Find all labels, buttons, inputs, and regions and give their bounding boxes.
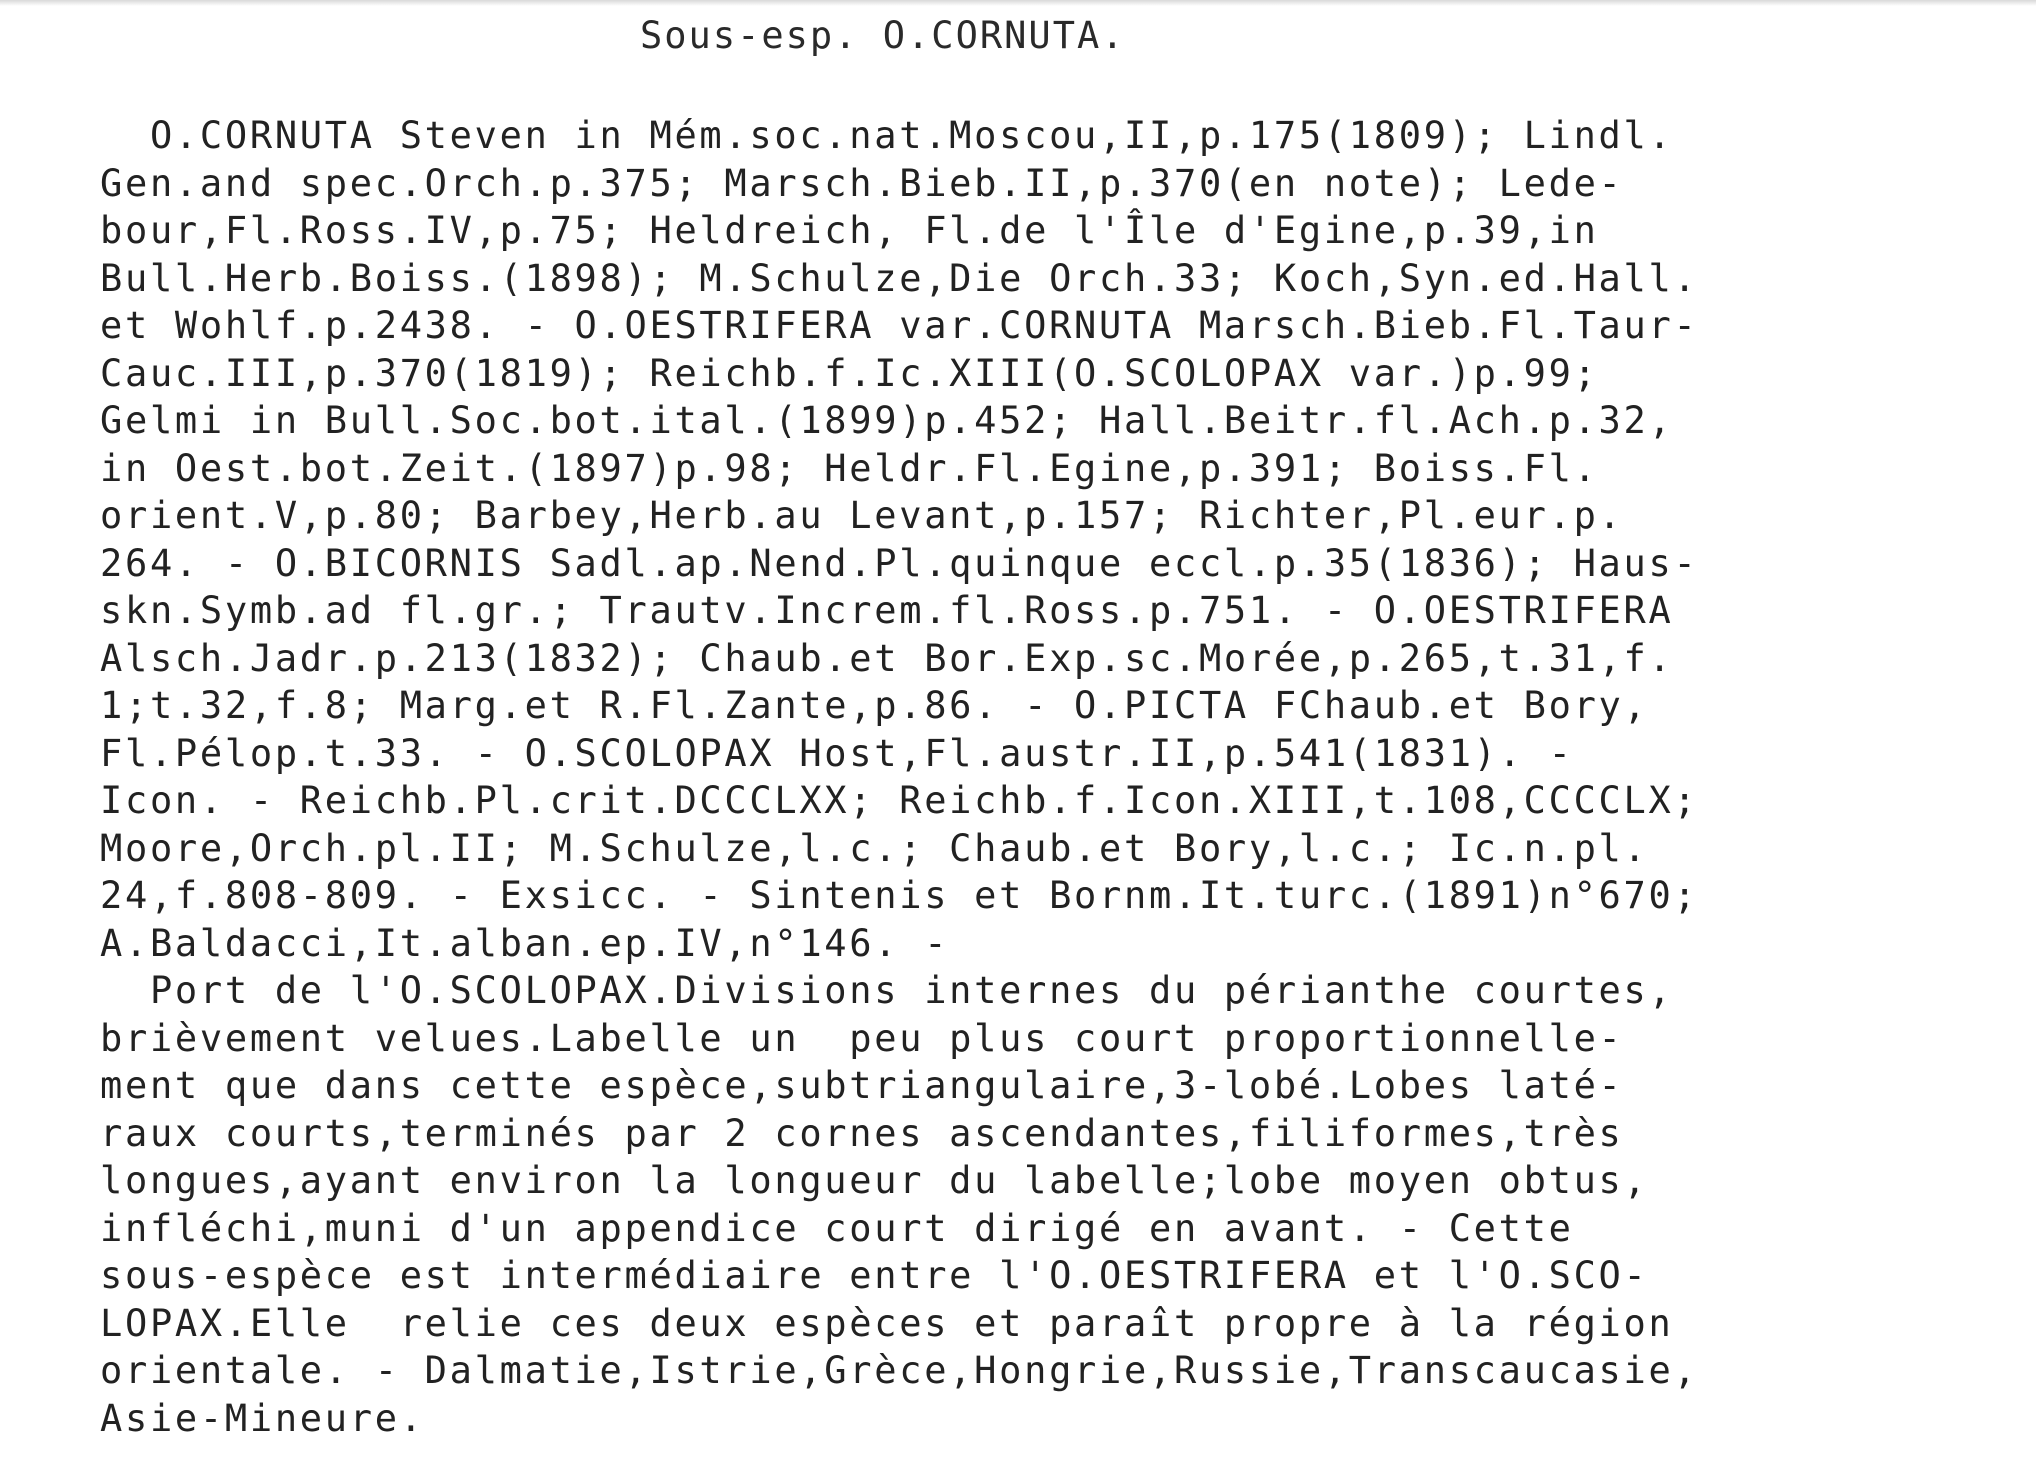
text-line: skn.Symb.ad fl.gr.; Trautv.Increm.fl.Ross.p.751. - O.OESTRIFERA (100, 589, 1674, 632)
text-line: Asie-Mineure. (100, 1396, 425, 1440)
section-heading: Sous-esp. O.CORNUTA. (640, 14, 1126, 57)
text-line: A.Baldacci,It.alban.ep.IV,n°146. - (100, 921, 950, 965)
text-line: brièvement velues.Labelle un peu plus court proportionnelle- (100, 1016, 1624, 1060)
text-line: et Wohlf.p.2438. - O.OESTRIFERA var.CORNUTA Marsch.Bieb.Fl.Taur- (100, 304, 1699, 347)
text-line: 1;t.32,f.8; Marg.et R.Fl.Zante,p.86. - O.PICTA FChaub.et Bory, (100, 684, 1649, 727)
text-line: ment que dans cette espèce,subtriangulaire,3-lobé.Lobes laté- (100, 1064, 1624, 1107)
text-line: Bull.Herb.Boiss.(1898); M.Schulze,Die Orch.33; Koch,Syn.ed.Hall. (100, 256, 1699, 300)
text-line: O.CORNUTA Steven in Mém.soc.nat.Moscou,II,p.175(1809); Lindl. (100, 114, 1674, 157)
text-line: infléchi,muni d'un appendice court dirigé en avant. - Cette (100, 1206, 1574, 1250)
text-line: Gelmi in Bull.Soc.bot.ital.(1899)p.452; Hall.Beitr.fl.Ach.p.32, (100, 399, 1674, 442)
text-line: Moore,Orch.pl.II; M.Schulze,l.c.; Chaub.et Bory,l.c.; Ic.n.pl. (100, 826, 1649, 870)
text-line: in Oest.bot.Zeit.(1897)p.98; Heldr.Fl.Egine,p.391; Boiss.Fl. (100, 446, 1599, 490)
text-line: orient.V,p.80; Barbey,Herb.au Levant,p.157; Richter,Pl.eur.p. (100, 494, 1624, 537)
text-line: Icon. - Reichb.Pl.crit.DCCCLXX; Reichb.f.Icon.XIII,t.108,CCCCLX; (100, 779, 1699, 822)
text-line: bour,Fl.Ross.IV,p.75; Heldreich, Fl.de l'Île d'Egine,p.39,in (100, 209, 1599, 252)
text-line: 264. - O.BICORNIS Sadl.ap.Nend.Pl.quinque eccl.p.35(1836); Haus- (100, 541, 1699, 585)
text-line: Alsch.Jadr.p.213(1832); Chaub.et Bor.Exp.sc.Morée,p.265,t.31,f. (100, 636, 1674, 680)
text-line: Fl.Pélop.t.33. - O.SCOLOPAX Host,Fl.austr.II,p.541(1831). - (100, 731, 1574, 775)
scan-edge-shadow (0, 0, 2036, 6)
text-line: 24,f.808-809. - Exsicc. - Sintenis et Bornm.It.turc.(1891)n°670; (100, 874, 1699, 917)
text-line: Gen.and spec.Orch.p.375; Marsch.Bieb.II,p.370(en note); Lede- (100, 161, 1624, 205)
text-line: Cauc.III,p.370(1819); Reichb.f.Ic.XIII(O.SCOLOPAX var.)p.99; (100, 351, 1599, 395)
text-line: sous-espèce est intermédiaire entre l'O.OESTRIFERA et l'O.SCO- (100, 1254, 1649, 1297)
text-line: Port de l'O.SCOLOPAX.Divisions internes du périanthe courtes, (100, 969, 1674, 1012)
text-line: LOPAX.Elle relie ces deux espèces et paraît propre à la région (100, 1301, 1674, 1345)
text-line: longues,ayant environ la longueur du labelle;lobe moyen obtus, (100, 1159, 1649, 1202)
text-line: orientale. - Dalmatie,Istrie,Grèce,Hongrie,Russie,Transcaucasie, (100, 1349, 1699, 1392)
body-text (100, 112, 1960, 1442)
text-line: raux courts,terminés par 2 cornes ascendantes,filiformes,très (100, 1111, 1624, 1155)
